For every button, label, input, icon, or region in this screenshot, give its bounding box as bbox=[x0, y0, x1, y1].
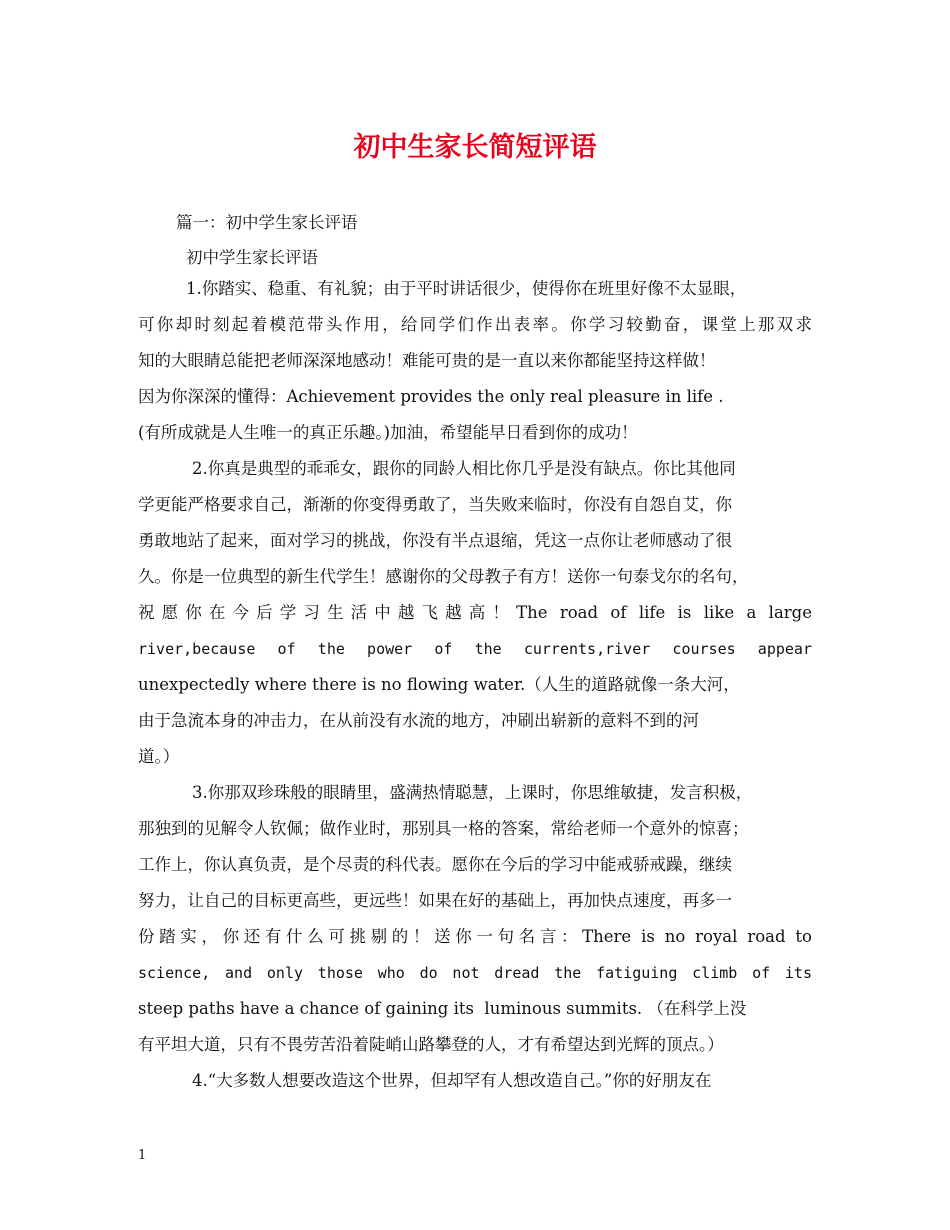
subheading: 初中学生家长评语 bbox=[186, 248, 318, 267]
body-line: 因为你深深的懂得：Achievement provides the only real pleasure in life . bbox=[138, 387, 724, 406]
body-line: 可你却时刻起着模范带头作用，给同学们作出表率。你学习较勤奋，课堂上那双求 bbox=[138, 315, 812, 334]
body-line: 有平坦大道，只有不畏劳苦沿着陡峭山路攀登的人，才有希望达到光辉的顶点。） bbox=[138, 1035, 724, 1054]
body-line: 由于急流本身的冲击力，在从前没有水流的地方，冲刷出崭新的意料不到的河 bbox=[138, 711, 699, 730]
body-line: science, and only those who do not dread the fatiguing climb of its bbox=[138, 964, 812, 982]
body-line: 2.你真是典型的乖乖女，跟你的同龄人相比你几乎是没有缺点。你比其他同 bbox=[192, 459, 736, 478]
body-line: 工作上，你认真负责，是个尽责的科代表。愿你在今后的学习中能戒骄戒躁，继续 bbox=[138, 855, 732, 874]
body-line: river,because of the power of the currents,river courses appear bbox=[138, 640, 812, 658]
section-heading: 篇一：初中学生家长评语 bbox=[176, 213, 358, 232]
body-line: (有所成就是人生唯一的真正乐趣。)加油，希望能早日看到你的成功！ bbox=[138, 423, 638, 442]
body-line: unexpectedly where there is no flowing water.（人生的道路就像一条大河， bbox=[138, 675, 740, 694]
body-line: 3.你那双珍珠般的眼睛里，盛满热情聪慧，上课时，你思维敏捷，发言积极， bbox=[192, 783, 753, 802]
body-line: 勇敢地站了起来，面对学习的挑战，你没有半点退缩，凭这一点你让老师感动了很 bbox=[138, 531, 732, 550]
body-line: 那独到的见解令人钦佩；做作业时，那别具一格的答案，常给老师一个意外的惊喜； bbox=[138, 819, 749, 838]
body-line: 祝愿你在今后学习生活中越飞越高！The road of life is like a large bbox=[138, 603, 812, 622]
body-line: 4.“大多数人想要改造这个世界，但却罕有人想改造自己。”你的好朋友在 bbox=[192, 1071, 712, 1090]
body-line: 学更能严格要求自己，渐渐的你变得勇敢了，当失败来临时，你没有自怨自艾，你 bbox=[138, 495, 732, 514]
body-line: 久。你是一位典型的新生代学生！感谢你的父母教子有方！送你一句泰戈尔的名句， bbox=[138, 567, 749, 586]
body-line: 1.你踏实、稳重、有礼貌；由于平时讲话很少，使得你在班里好像不太显眼， bbox=[186, 279, 747, 298]
body-line: steep paths have a chance of gaining its luminous summits. （在科学上没 bbox=[138, 999, 747, 1018]
body-line: 知的大眼睛总能把老师深深地感动！难能可贵的是一直以来你都能坚持这样做！ bbox=[138, 351, 716, 370]
document-title: 初中生家长简短评语 bbox=[353, 132, 597, 163]
body-line: 份踏实，你还有什么可挑剔的！送你一句名言：There is no royal road to bbox=[138, 927, 812, 946]
body-line: 努力，让自己的目标更高些，更远些！如果在好的基础上，再加快点速度，再多一 bbox=[138, 891, 732, 910]
body-line: 道。） bbox=[138, 747, 180, 766]
page-number: 1 bbox=[138, 1148, 147, 1163]
